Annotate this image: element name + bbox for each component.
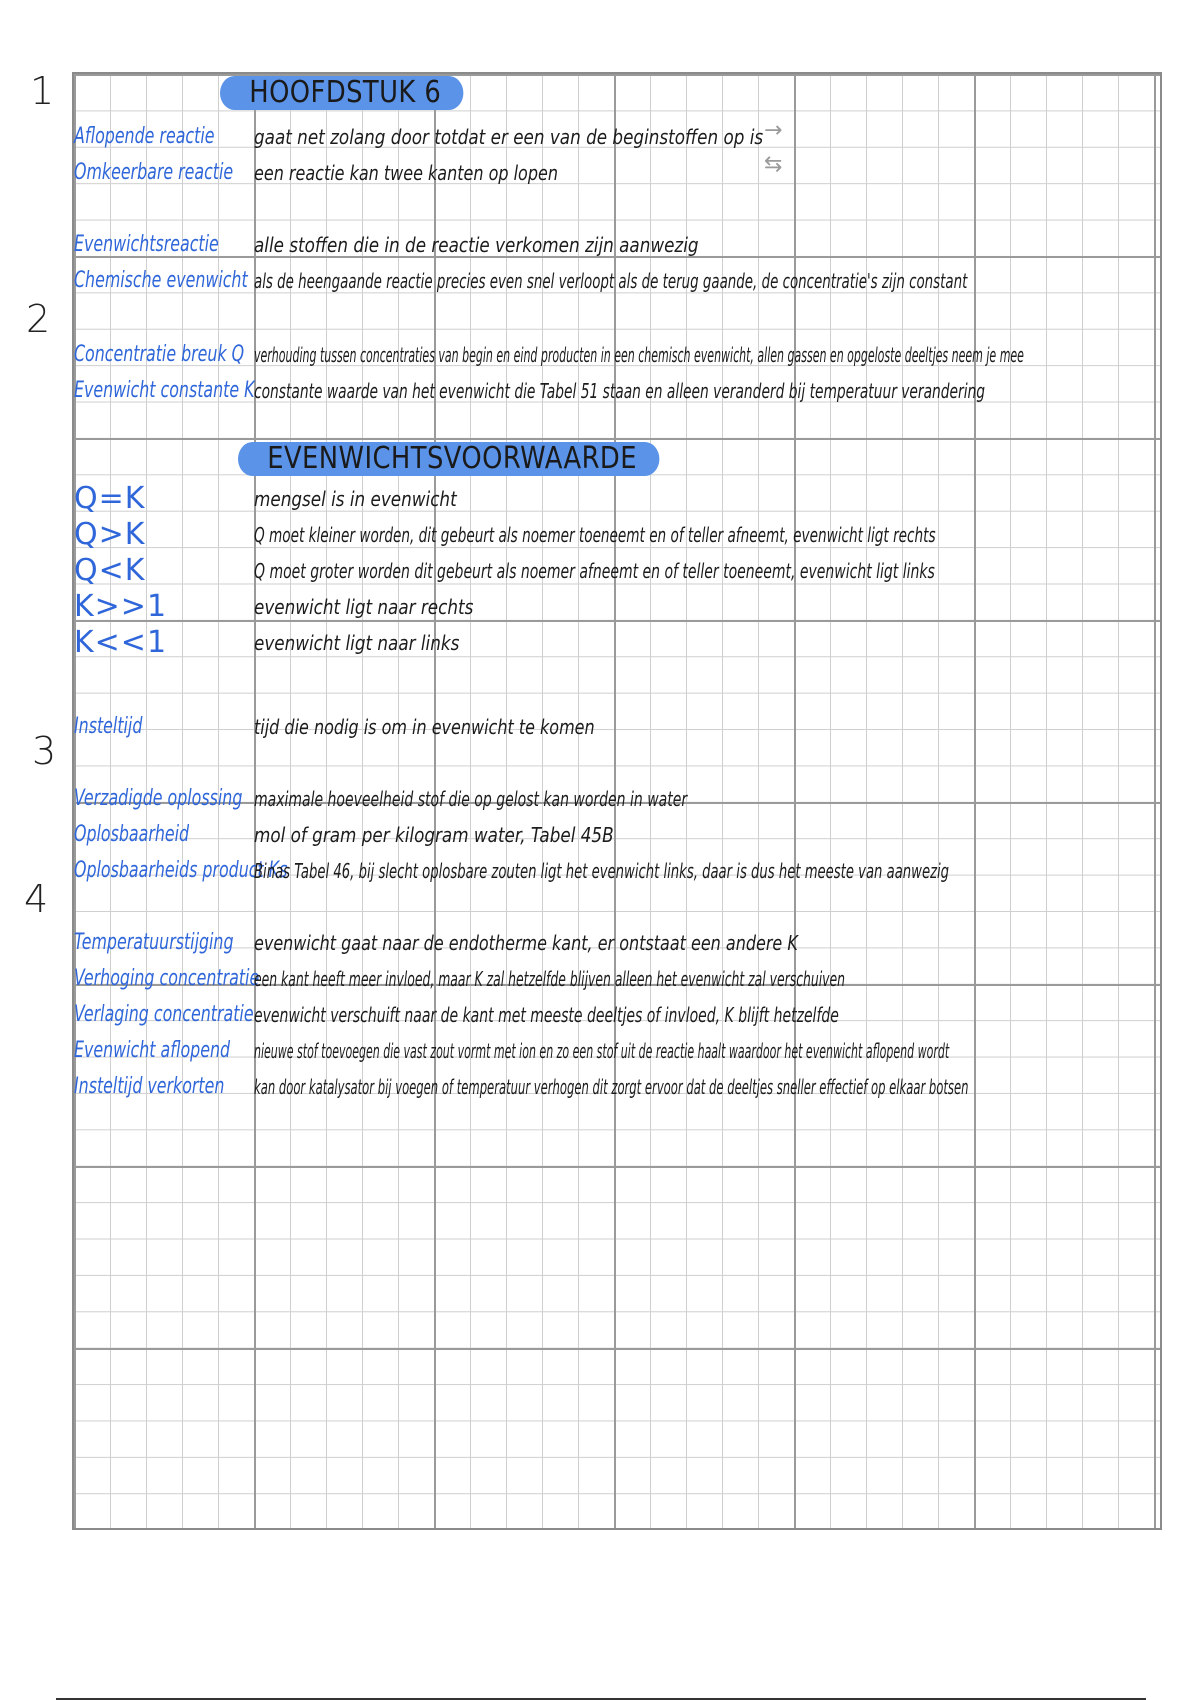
note-row — [0, 553, 1200, 588]
definition: kan door katalysator bij voegen of temperatuur verhogen dit zorgt ervoor dat de deeltjes sneller effectief op elkaar botsen — [254, 1075, 969, 1099]
note-row — [0, 712, 1200, 742]
definition: evenwicht verschuift naar de kant met meeste deeltjes of invloed, K blijft hetzelfde — [254, 1003, 839, 1027]
note-row — [0, 820, 1200, 850]
definition: evenwicht ligt naar rechts — [254, 595, 474, 619]
note-row — [0, 964, 1200, 994]
equilibrium-arrow-icon: ⇆ — [764, 152, 783, 177]
margin-number-2: 2 — [26, 297, 51, 341]
term-verhoging-concentratie: Verhoging concentratie — [74, 966, 260, 991]
note-row — [0, 856, 1200, 886]
margin-number-1: 1 — [30, 69, 55, 113]
definition: verhouding tussen concentraties van begin en eind producten in een chemisch evenwicht, allen gassen en opgeloste deeltjes neem je mee — [254, 343, 1024, 367]
definition: Q moet groter worden dit gebeurt als noemer afneemt en of teller toeneemt, evenwicht ligt links — [254, 559, 935, 583]
term-insteltijd: Insteltijd — [74, 714, 143, 739]
term-omkeerbare-reactie: Omkeerbare reactie — [74, 160, 234, 185]
definition: als de heengaande reactie precies even snel verloopt als de terug gaande, de concentratie's zijn constant — [254, 269, 968, 293]
conditions-heading: EVENWICHTSVOORWAARDE — [238, 442, 659, 476]
term-q-greater-k: Q>K — [74, 517, 146, 552]
term-evenwicht-constante: Evenwicht constante K — [74, 378, 255, 403]
term-k-much-greater-1: K>>1 — [74, 589, 168, 624]
term-evenwicht-aflopend: Evenwicht aflopend — [74, 1038, 231, 1063]
note-row — [0, 481, 1200, 516]
margin-number-4: 4 — [24, 877, 49, 921]
definition: gaat net zolang door totdat er een van de beginstoffen op is — [254, 125, 764, 149]
note-row — [0, 928, 1200, 958]
term-oplosbaarheid: Oplosbaarheid — [74, 822, 190, 847]
term-k-much-less-1: K<<1 — [74, 625, 168, 660]
definition: tijd die nodig is om in evenwicht te komen — [254, 715, 595, 739]
definition: nieuwe stof toevoegen die vast zout vormt met ion en zo een stof uit de reactie haalt waardoor het evenwicht aflopend wordt — [254, 1039, 950, 1063]
term-oplosbaarheids-product: Oplosbaarheids product Ks — [74, 858, 288, 883]
term-verlaging-concentratie: Verlaging concentratie — [74, 1002, 254, 1027]
definition: Binas Tabel 46, bij slecht oplosbare zouten ligt het evenwicht links, daar is dus het meeste van aanwezig — [254, 859, 950, 883]
note-row — [0, 376, 1200, 406]
note-row — [0, 158, 1200, 188]
reaction-arrow-icon: → — [764, 118, 783, 143]
definition: alle stoffen die in de reactie verkomen zijn aanwezig — [254, 233, 699, 257]
note-row — [0, 589, 1200, 624]
definition: mol of gram per kilogram water, Tabel 45B — [254, 823, 614, 847]
term-aflopende-reactie: Aflopende reactie — [74, 124, 215, 149]
note-row — [0, 1000, 1200, 1030]
definition: constante waarde van het evenwicht die Tabel 51 staan en alleen veranderd bij temperatuur verandering — [254, 379, 986, 403]
note-row — [0, 340, 1200, 370]
note-row — [0, 517, 1200, 552]
note-row — [0, 230, 1200, 260]
note-row — [0, 625, 1200, 660]
term-q-less-k: Q<K — [74, 553, 146, 588]
term-verzadigde-oplossing: Verzadigde oplossing — [74, 786, 243, 811]
term-evenwichtsreactie: Evenwichtsreactie — [74, 232, 219, 257]
definition: een kant heeft meer invloed, maar K zal hetzelfde blijven alleen het evenwicht zal verschuiven — [254, 967, 846, 991]
note-row — [0, 266, 1200, 296]
definition: een reactie kan twee kanten op lopen — [254, 161, 558, 185]
term-insteltijd-verkorten: Insteltijd verkorten — [74, 1074, 225, 1099]
term-chemische-evenwicht: Chemische evenwicht — [74, 268, 248, 293]
note-row — [0, 122, 1200, 152]
margin-number-3: 3 — [32, 729, 57, 773]
term-q-equals-k: Q=K — [74, 481, 146, 516]
chapter-heading: HOOFDSTUK 6 — [220, 76, 464, 110]
definition: Q moet kleiner worden, dit gebeurt als noemer toeneemt en of teller afneemt, evenwicht ligt rechts — [254, 523, 936, 547]
note-row — [0, 784, 1200, 814]
definition: evenwicht ligt naar links — [254, 631, 460, 655]
note-row — [0, 1072, 1200, 1102]
term-concentratie-breuk: Concentratie breuk Q — [74, 342, 245, 367]
definition: maximale hoeveelheid stof die op gelost kan worden in water — [254, 787, 688, 811]
definition: mengsel is in evenwicht — [254, 487, 457, 511]
definition: evenwicht gaat naar de endotherme kant, er ontstaat een andere K — [254, 931, 798, 955]
term-temperatuurstijging: Temperatuurstijging — [74, 930, 234, 955]
note-row — [0, 1036, 1200, 1066]
